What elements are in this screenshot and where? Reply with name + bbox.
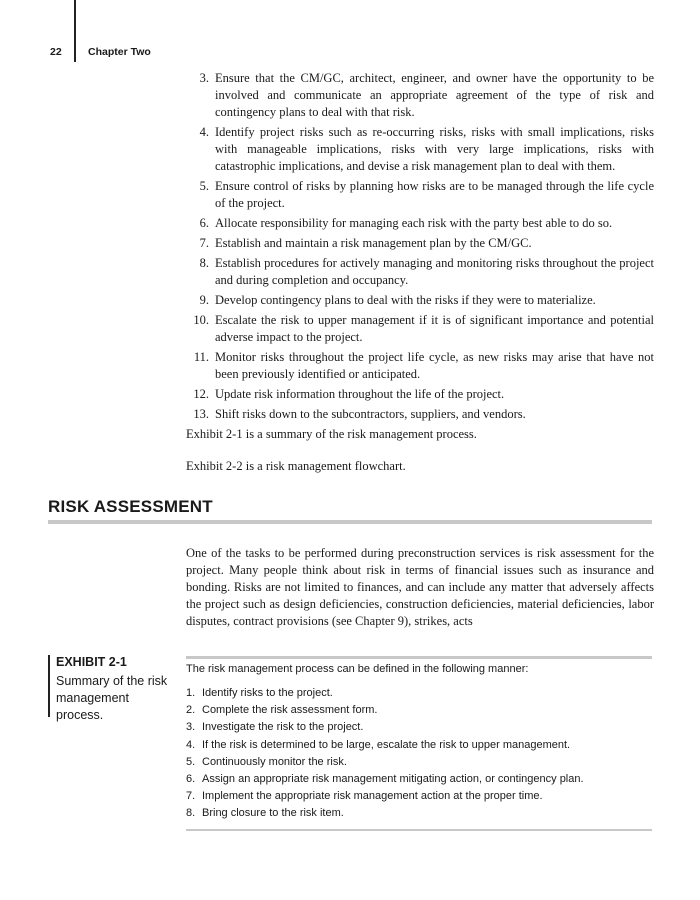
page-number: 22 [50,46,62,58]
list-item: 4. Identify project risks such as re-occurring risks, risks with small implications, risks with manageable implications, risks with very large implications, risks with catastrophic implications, and devise a risk management plan to deal with them. [199,125,654,173]
list-item: 2. Complete the risk assessment form. [186,704,378,717]
list-item: 11. Monitor risks throughout the project life cycle, as new risks may arise that have not been previously identified or anticipated. [193,350,654,381]
exhibit-bar [48,655,50,717]
exhibit-2-2-reference: Exhibit 2-2 is a risk management flowchart. [186,459,406,473]
list-item: 13. Shift risks down to the subcontractors, suppliers, and vendors. [193,407,526,421]
list-item: 3. Ensure that the CM/GC, architect, engineer, and owner have the opportunity to be involved and communicate an appropriate agreement of the type of risk and contingency plans to deal with that risk. [199,71,654,119]
exhibit-top-rule [186,656,652,659]
exhibit-intro: The risk management process can be defined in the following manner: [186,663,529,675]
section-rule [48,520,652,524]
body-paragraph: One of the tasks to be performed during preconstruction services is risk assessment for the project. Many people think about risk in terms of financial issues such as insurance and bonding. Risks are not limited to finances, and can include any matter that adversely affects the project such as design deficiencies, construction deficiencies, material deficiencies, labor disputes, contract provisions (see Chapter 9), strikes, acts [186,546,654,628]
list-item: 8. Establish procedures for actively managing and monitoring risks throughout the project and during completion and occupancy. [199,256,654,287]
list-item: 8. Bring closure to the risk item. [186,807,344,820]
section-heading: RISK ASSESSMENT [48,497,213,516]
list-item: 6. Assign an appropriate risk management mitigating action, or contingency plan. [186,772,584,785]
numbered-list [186,70,654,426]
list-item: 1. Identify risks to the project. [186,687,333,699]
list-item: 7. Implement the appropriate risk management action at the proper time. [186,790,543,803]
exhibit-2-1-reference: Exhibit 2-1 is a summary of the risk management process. [186,427,477,441]
list-item: 7. Establish and maintain a risk management plan by the CM/GC. [199,236,532,250]
list-item: 9. Develop contingency plans to deal with the risks if they were to materialize. [199,293,596,307]
list-item: 10. Escalate the risk to upper management if it is of significant importance and potential adverse impact to the project. [193,313,654,344]
list-item: 4. If the risk is determined to be large, escalate the risk to upper management. [186,738,571,751]
exhibit-caption: Summary of the risk management process. [56,674,168,722]
header-rule [74,0,76,62]
exhibit-title: EXHIBIT 2-1 [56,655,127,669]
exhibit-list [186,687,584,825]
list-item: 5. Continuously monitor the risk. [186,755,347,768]
running-head: Chapter Two [88,46,151,58]
list-item: 3. Investigate the risk to the project. [186,721,364,734]
list-item: 12. Update risk information throughout the life of the project. [193,387,505,401]
exhibit-bottom-rule [186,829,652,831]
list-item: 5. Ensure control of risks by planning how risks are to be managed through the life cycle of the project. [199,179,654,210]
list-item: 6. Allocate responsibility for managing each risk with the party best able to do so. [199,216,613,230]
